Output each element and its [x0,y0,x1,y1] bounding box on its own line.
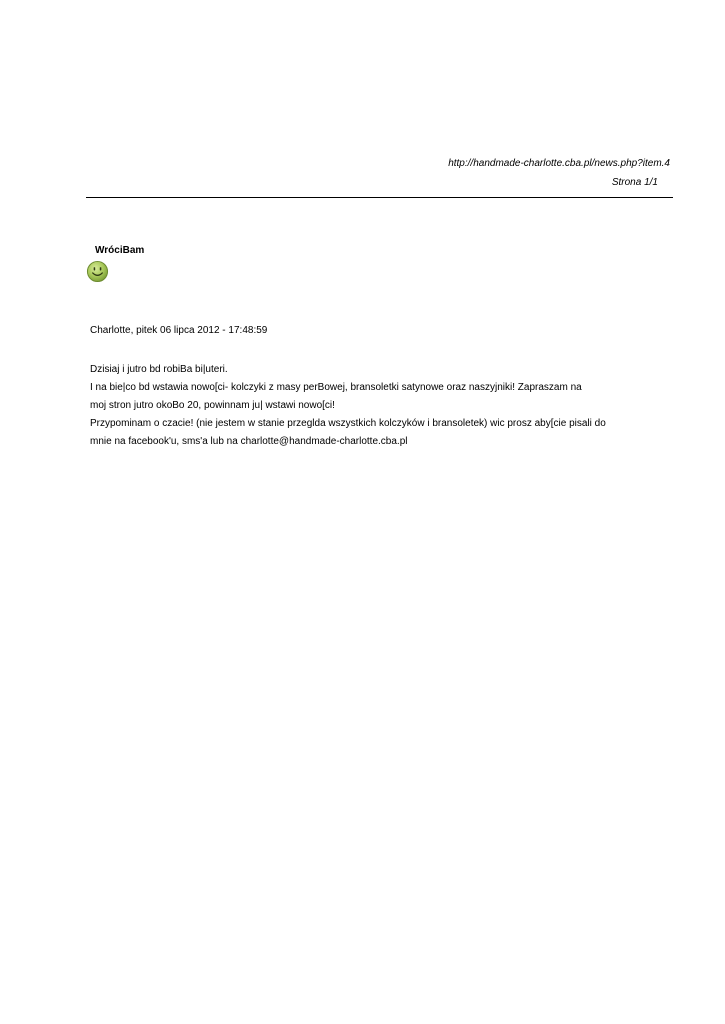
post-body-line: moj stron jutro okoBo 20, powinnam ju| wstawi nowo[ci! [90,400,335,411]
post-title: WróciBam [95,245,145,256]
post-body-line: mnie na facebook'u, sms'a lub na charlotte@handmade-charlotte.cba.pl [90,436,408,447]
header-divider [86,197,673,198]
post-meta: Charlotte, pitek 06 lipca 2012 - 17:48:59 [90,325,268,336]
smiley-face-icon [86,260,109,283]
page-url: http://handmade-charlotte.cba.pl/news.php?item.4 [448,158,670,169]
post-body [90,361,650,451]
post-body-line: I na bie|co bd wstawia nowo[ci- kolczyki z masy perBowej, bransoletki satynowe oraz naszyjniki! Zapraszam na [90,382,582,393]
page-number: Strona 1/1 [611,177,658,188]
post-body-line: Przypominam o czacie! (nie jestem w stanie przeglda wszystkich kolczyków i bransoletek) wic prosz aby[cie pisali do [90,418,606,429]
post-body-line: Dzisiaj i jutro bd robiBa bi|uteri. [90,364,228,375]
